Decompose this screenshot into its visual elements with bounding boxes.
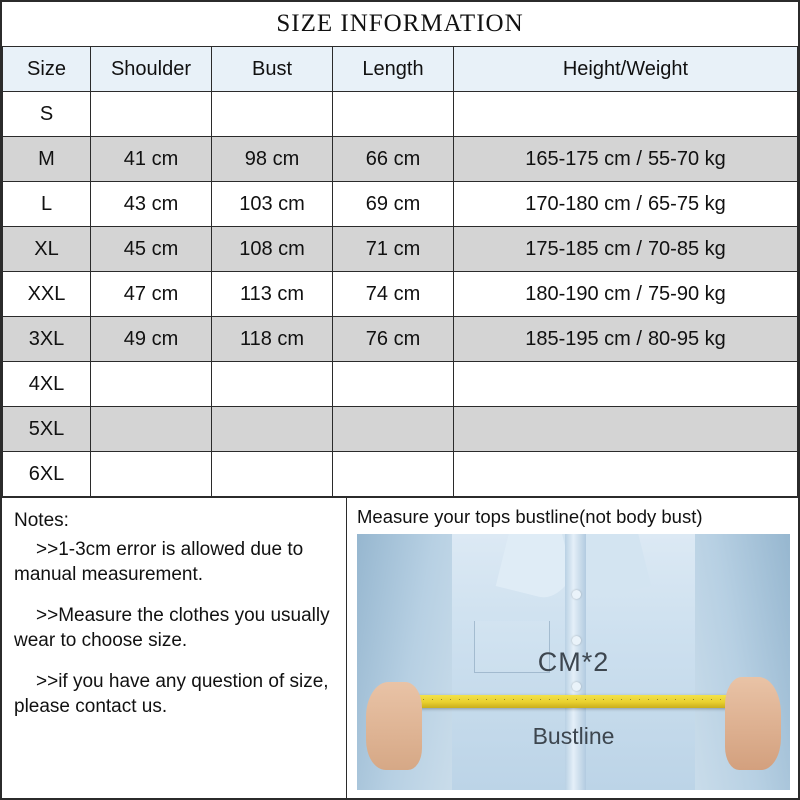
cell-height: 165-175 cm / [525,147,642,170]
note-item [14,669,336,719]
cell-height-weight [454,137,798,182]
measuring-tape-icon [387,695,759,708]
table-row [3,317,798,362]
bustline-label: Bustline [532,723,615,750]
cm-multiplier-label: CM*2 [537,646,610,677]
cell-weight: 65-75 kg [647,192,726,215]
cell-size: M [3,137,91,182]
cell-bust: 108 cm [212,227,333,272]
cell-size: 6XL [3,452,91,497]
note-item-text: >>Measure the clothes you usually wear to choose size. [14,605,330,652]
measure-panel [347,498,798,798]
cell-shoulder [91,362,212,407]
cell-shoulder: 43 cm [91,182,212,227]
cell-height: 180-190 cm / [525,282,642,305]
cell-length [333,407,454,452]
cell-weight: 75-90 kg [647,282,726,305]
cell-height-weight [454,407,798,452]
note-item [14,603,336,653]
table-row [3,272,798,317]
cell-size: 3XL [3,317,91,362]
cell-length: 69 cm [333,182,454,227]
cell-bust: 113 cm [212,272,333,317]
cell-length: 74 cm [333,272,454,317]
cell-height-weight [454,92,798,137]
cell-bust [212,407,333,452]
cell-shoulder: 45 cm [91,227,212,272]
table-row [3,137,798,182]
size-table [2,46,798,497]
table-row [3,182,798,227]
table-row [3,227,798,272]
cell-length: 71 cm [333,227,454,272]
header-shoulder: Shoulder [91,47,212,92]
cell-size: 5XL [3,407,91,452]
bustline-photo [357,534,790,790]
cell-size: 4XL [3,362,91,407]
cell-height-weight [454,317,798,362]
cell-shoulder [91,407,212,452]
measure-caption: Measure your tops bustline(not body bust) [357,506,703,527]
header-bust: Bust [212,47,333,92]
cell-height-weight [454,182,798,227]
table-row [3,452,798,497]
cell-bust: 98 cm [212,137,333,182]
header-height-weight: Height/Weight [454,47,798,92]
cell-shoulder: 41 cm [91,137,212,182]
cell-size: XL [3,227,91,272]
cell-bust [212,92,333,137]
table-row [3,407,798,452]
cell-height: 185-195 cm / [525,327,642,350]
cell-weight: 55-70 kg [647,147,726,170]
cell-height: 175-185 cm / [525,237,642,260]
table-header-row [3,47,798,92]
cell-shoulder [91,92,212,137]
cell-shoulder: 47 cm [91,272,212,317]
cell-length: 76 cm [333,317,454,362]
cell-height-weight [454,452,798,497]
note-item [14,537,336,587]
cell-bust [212,452,333,497]
cell-length [333,362,454,407]
cell-height-weight [454,272,798,317]
note-item-text: >>1-3cm error is allowed due to manual measurement. [14,539,304,586]
cell-height-weight [454,227,798,272]
header-size: Size [3,47,91,92]
cell-bust [212,362,333,407]
cell-length: 66 cm [333,137,454,182]
cell-height-weight [454,362,798,407]
table-row [3,362,798,407]
cell-weight: 80-95 kg [647,327,726,350]
page-title: SIZE INFORMATION [276,10,524,37]
cell-shoulder: 49 cm [91,317,212,362]
cell-bust: 103 cm [212,182,333,227]
cell-weight: 70-85 kg [647,237,726,260]
note-item-text: >>if you have any question of size, please contact us. [14,671,329,718]
cell-bust: 118 cm [212,317,333,362]
cell-size: S [3,92,91,137]
notes-heading: Notes: [14,510,69,531]
cell-size: L [3,182,91,227]
header-length: Length [333,47,454,92]
table-row [3,92,798,137]
notes-panel [2,498,347,798]
cell-length [333,452,454,497]
cell-size: XXL [3,272,91,317]
cell-shoulder [91,452,212,497]
cell-length [333,92,454,137]
bottom-section [2,497,798,798]
cell-height: 170-180 cm / [525,192,642,215]
